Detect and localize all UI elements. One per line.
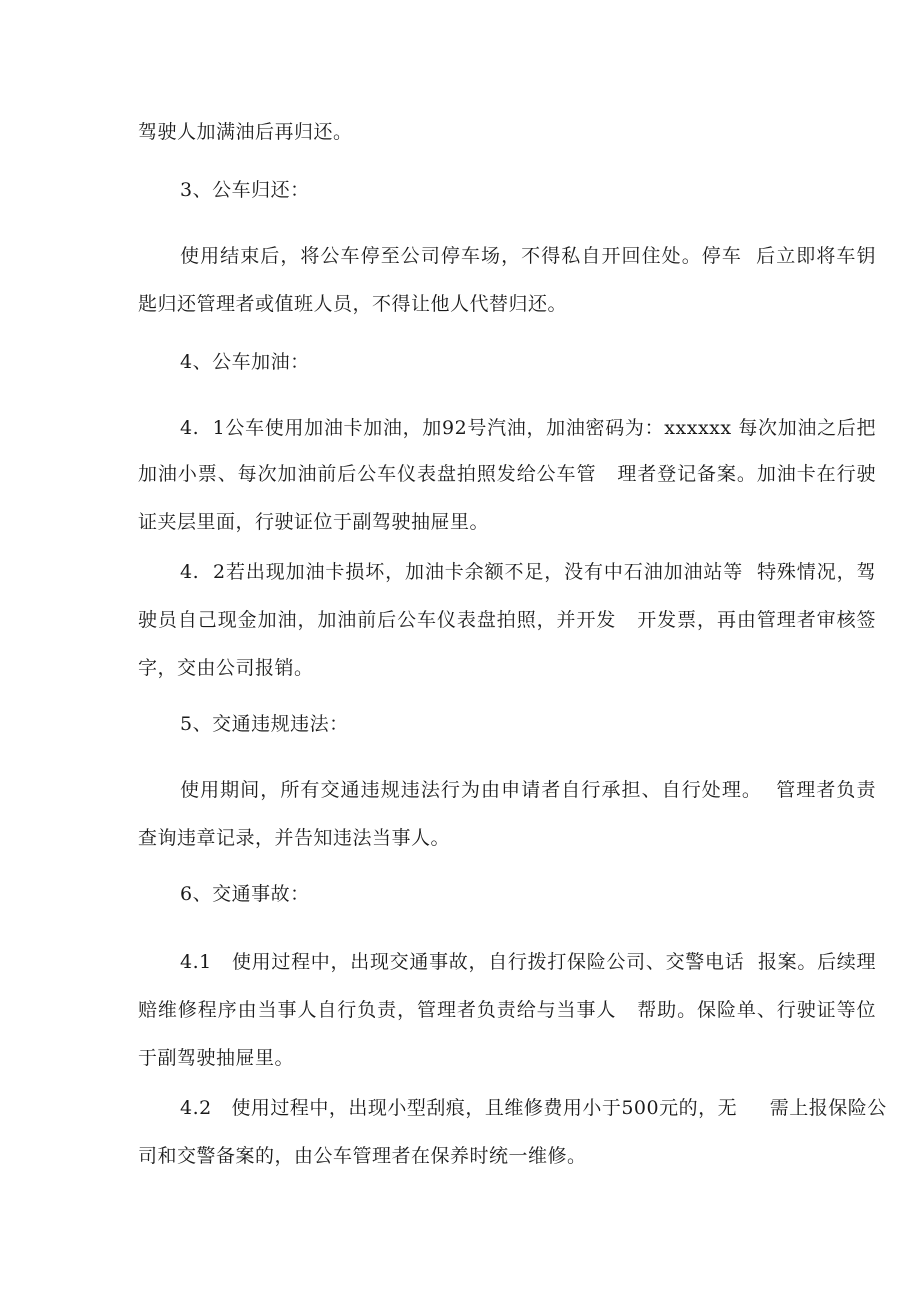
paragraph-line: 证夹层里面，行驶证位于副驾驶抽屉里。 — [138, 511, 490, 533]
paragraph-line: 司和交警备案的，由公车管理者在保养时统一维修。 — [138, 1145, 587, 1167]
section-heading: 3、公车归还： — [180, 179, 310, 201]
paragraph-line: 使用期间，所有交通违规违法行为由申请者自行承担、自行处理。 管理者负责 — [180, 779, 876, 801]
paragraph-line: 使用结束后，将公车停至公司停车场，不得私自开回住处。停车 后立即将车钥 — [180, 245, 876, 267]
paragraph-line: 匙归还管理者或值班人员，不得让他人代替归还。 — [138, 293, 568, 315]
paragraph-line: 查询违章记录，并告知违法当事人。 — [138, 827, 451, 849]
paragraph-line: 字，交由公司报销。 — [138, 657, 314, 679]
paragraph-line: 驾驶人加满油后再归还。 — [138, 121, 353, 143]
paragraph-line: 加油小票、每次加油前后公车仪表盘拍照发给公车管 理者登记备案。加油卡在行驶 — [138, 463, 876, 485]
paragraph-line: 4.2 使用过程中，出现小型刮痕，且维修费用小于500元的，无 需上报保险公 — [180, 1097, 887, 1119]
paragraph-line: 4.1 使用过程中，出现交通事故，自行拨打保险公司、交警电话 报案。后续理 — [180, 951, 876, 973]
section-heading: 4、公车加油： — [180, 351, 310, 373]
paragraph-line: 于副驾驶抽屉里。 — [138, 1047, 295, 1069]
paragraph-line: 4. 2若出现加油卡损坏，加油卡余额不足，没有中石油加油站等 特殊情况，驾 — [180, 561, 876, 583]
section-heading: 5、交通违规违法： — [180, 713, 349, 735]
paragraph-line: 4. 1公车使用加油卡加油，加92号汽油，加油密码为：xxxxxx 每次加油之后把 — [180, 417, 876, 439]
paragraph-line: 驶员自己现金加油，加油前后公车仪表盘拍照，并开发 开发票，再由管理者审核签 — [138, 609, 876, 631]
paragraph-line: 赔维修程序由当事人自行负责，管理者负责给与当事人 帮助。保险单、行驶证等位 — [138, 999, 876, 1021]
section-heading: 6、交通事故： — [180, 883, 310, 905]
